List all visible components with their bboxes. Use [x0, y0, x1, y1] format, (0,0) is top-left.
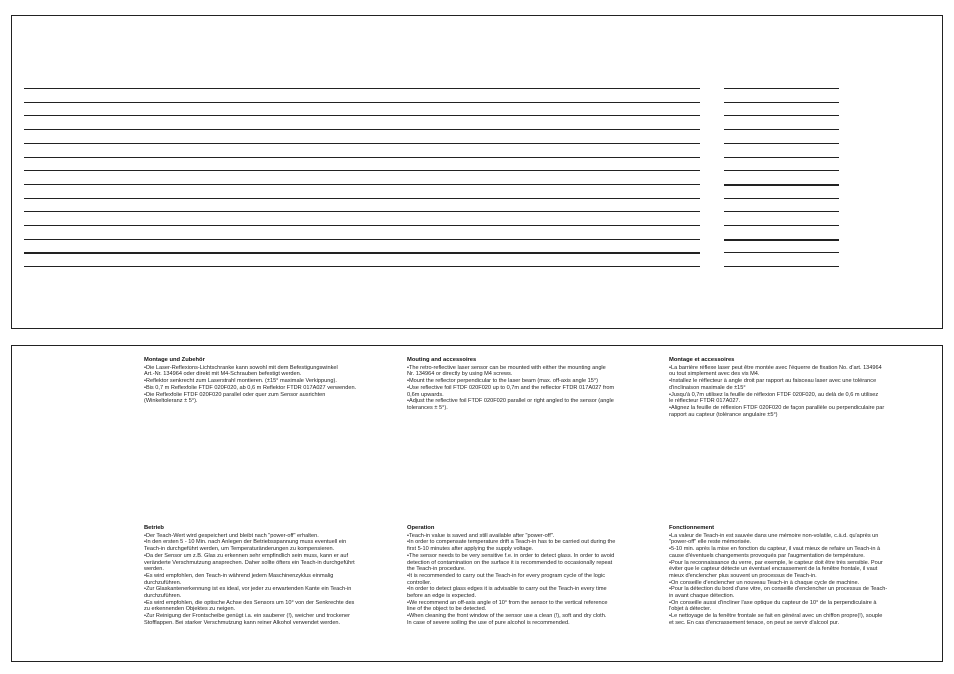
form-line-right	[724, 88, 839, 89]
form-line-left	[24, 157, 700, 158]
form-line-left	[24, 184, 700, 185]
form-line-right	[724, 266, 839, 267]
section-title: Operation	[407, 525, 435, 531]
form-line-right	[724, 143, 839, 144]
form-line-left	[24, 170, 700, 171]
form-line-left	[24, 266, 700, 267]
form-line-right	[724, 184, 839, 186]
instructions-panel	[11, 345, 943, 662]
form-line-left	[24, 239, 700, 240]
section-text: •Die Laser-Reflexions-Lichtschranke kann sowohl mit dem Befestigungswinkel Art.-Nr. 134964 oder direkt mit M4-Schrauben befestigt werden. •Reflektor senkrecht zum Laserstrahl montieren. (±15° maximale Verkippung). •Bis 0,7 m Reflexfolie FTDF 020F020, ab 0,6 m Reflektor FTDR 017A027 verwenden. •Die Reflexfolie FTDF 020F020 parallel oder quer zum Sensor ausrichten (Winkeltoleranz ± 5°).	[144, 364, 357, 405]
section-title: Montage und Zubehör	[144, 357, 205, 363]
operation-fr	[669, 525, 921, 627]
form-line-right	[724, 211, 839, 212]
section-title: Betrieb	[144, 525, 164, 531]
form-line-right	[724, 129, 839, 130]
section-text: •Der Teach-Wert wird gespeichert und bleibt nach "power-off" erhalten. •In den ersten 5 - 10 Min. nach Anlegen der Betriebsspannung muss eventuell ein Teach-in durchgeführt werden, um Temperaturänderungen zu kompensieren. •Da der Sensor um z.B. Glas zu erkennen sehr empfindlich sein muss, kann er auf veränderte Verschmutzung ansprechen. Daher sollte öfters ein Teach-in durchgeführt werden. •Es wird empfohlen, den Teach-in während jedem Maschinenzyklus einmalig durchzuführen. •Zur Glaskantenerkennung ist es ideal, vor jeder zu erwartenden Kante ein Teach-in durchzuführen. •Es wird empfohlen, die optische Achse des Sensors um 10° von der Senkrechte des zu erkennenden Objektes zu neigen. •Zur Reinigung der Frontscheibe genügt i.a. ein sauberer (!), weicher und trockener Stofflappen. Bei starker Verschmutzung kann reiner Alkohol verwendet werden.	[144, 532, 355, 626]
form-line-left	[24, 143, 700, 144]
form-line-left	[24, 225, 700, 226]
section-text: •Teach-in value is saved and still available after "power-off". •In order to compensate temperature drift a Teach-in has to be carried out during the first 5-10 minutes after applying the supply voltage. •The sensor needs to be very sensitive f.e. in order to detect glass. In order to avoid detection of contamination on the surface it is recommended to occasionally repeat the Teach-in procedure. •It is recommended to carry out the Teach-in for every program cycle of the logic controller. •In order to detect glass edges it is advisable to carry out the Teach-in every time before an edge is expected. •We recommend an off-axis angle of 10° from the sensor to the vertical reference line of the object to be detected. •When cleaning the front window of the sensor use a clean (!), soft and dry cloth. In case of severe soiling the use of pure alcohol is recommended.	[407, 532, 616, 626]
section-title: Mouting and accessoires	[407, 357, 477, 363]
form-line-right	[724, 115, 839, 116]
section-title: Fonctionnement	[669, 525, 715, 531]
form-line-right	[724, 157, 839, 158]
form-line-right	[724, 198, 839, 199]
form-line-left	[24, 211, 700, 212]
form-line-left	[24, 88, 700, 89]
form-line-left	[24, 102, 700, 103]
form-line-right	[724, 252, 839, 253]
mounting-en	[407, 357, 659, 412]
form-line-left	[24, 129, 700, 130]
section-text: •La valeur de Teach-in est sauvée dans une mémoire non-volatile, c.à.d. qu'après un "power-off" elle reste mémorisée. •5-10 min. après la mise en fonction du capteur, il vaut mieux de refaire un Teach-in à cause d'éventuels changements provoqués par l'augmentation de température. •Pour la reconnaissance du verre, par exemple, le capteur doit être très sensible. Pour éviter que le capteur détecte un éventuel encrassement de la fenêtre frontale, il vaut mieux d'enclencher plus souvent un processus de Teach-in. •On conseille d'enclencher un nouveau Teach-in à chaque cycle de machine. •Pour la détection du bord d'une vitre, on conseille d'enclencher un processus de Teach- in avant chaque détection. •On conseille aussi d'incliner l'axe optique du capteur de 10° de la perpendiculaire à l'objet à détecter. •Le nettoyage de la fenêtre frontale se fait en général avec un chiffon propre(!), souple et sec. En cas d'encrassement tenace, on peut se servir d'alcool pur.	[669, 532, 888, 626]
form-line-left	[24, 198, 700, 199]
form-line-right	[724, 170, 839, 171]
form-line-left	[24, 115, 700, 116]
operation-de	[144, 525, 396, 627]
section-text: •La barrière réflexe laser peut être montée avec l'équerre de fixation No. d'art. 134964 ou tout simplement avec des vis M4. •Installez le réflecteur à angle droit par rapport au faisceau laser avec une tolérance d'inclinaison maximale de ±15° •Jusqu'à 0,7m utilisez la feuille de réflexion FTDF 020F020, au delà de 0,6 m utilisez le réflecteur FTDR 017A027. •Alignez la feuille de réflexion FTDF 020F020 de façon parallèle ou perpendiculaire par rapport au capteur (tolérance angulaire ±5°)	[669, 364, 885, 418]
operation-en	[407, 525, 659, 627]
mounting-fr	[669, 357, 921, 418]
form-line-right	[724, 225, 839, 226]
section-title: Montage et accessoires	[669, 357, 735, 363]
form-line-right	[724, 239, 839, 241]
section-text: •The retro-reflective laser sensor can be mounted with either the mounting angle Nr. 134964 or directly by using M4 screws. •Mount the reflector perpendicular to the laser beam (max. off-axis angle 15°) •Use reflective foil FTDF 020F020 up to 0,7m and the reflector FTDR 017A027 from 0,6m upwards. •Adjust the reflective foil FTDF 020F020 parallel or right angled to the sensor (angle tolerances ± 5°).	[407, 364, 615, 411]
form-line-left	[24, 252, 700, 254]
form-line-right	[724, 102, 839, 103]
form-panel	[11, 15, 943, 329]
mounting-de	[144, 357, 396, 405]
